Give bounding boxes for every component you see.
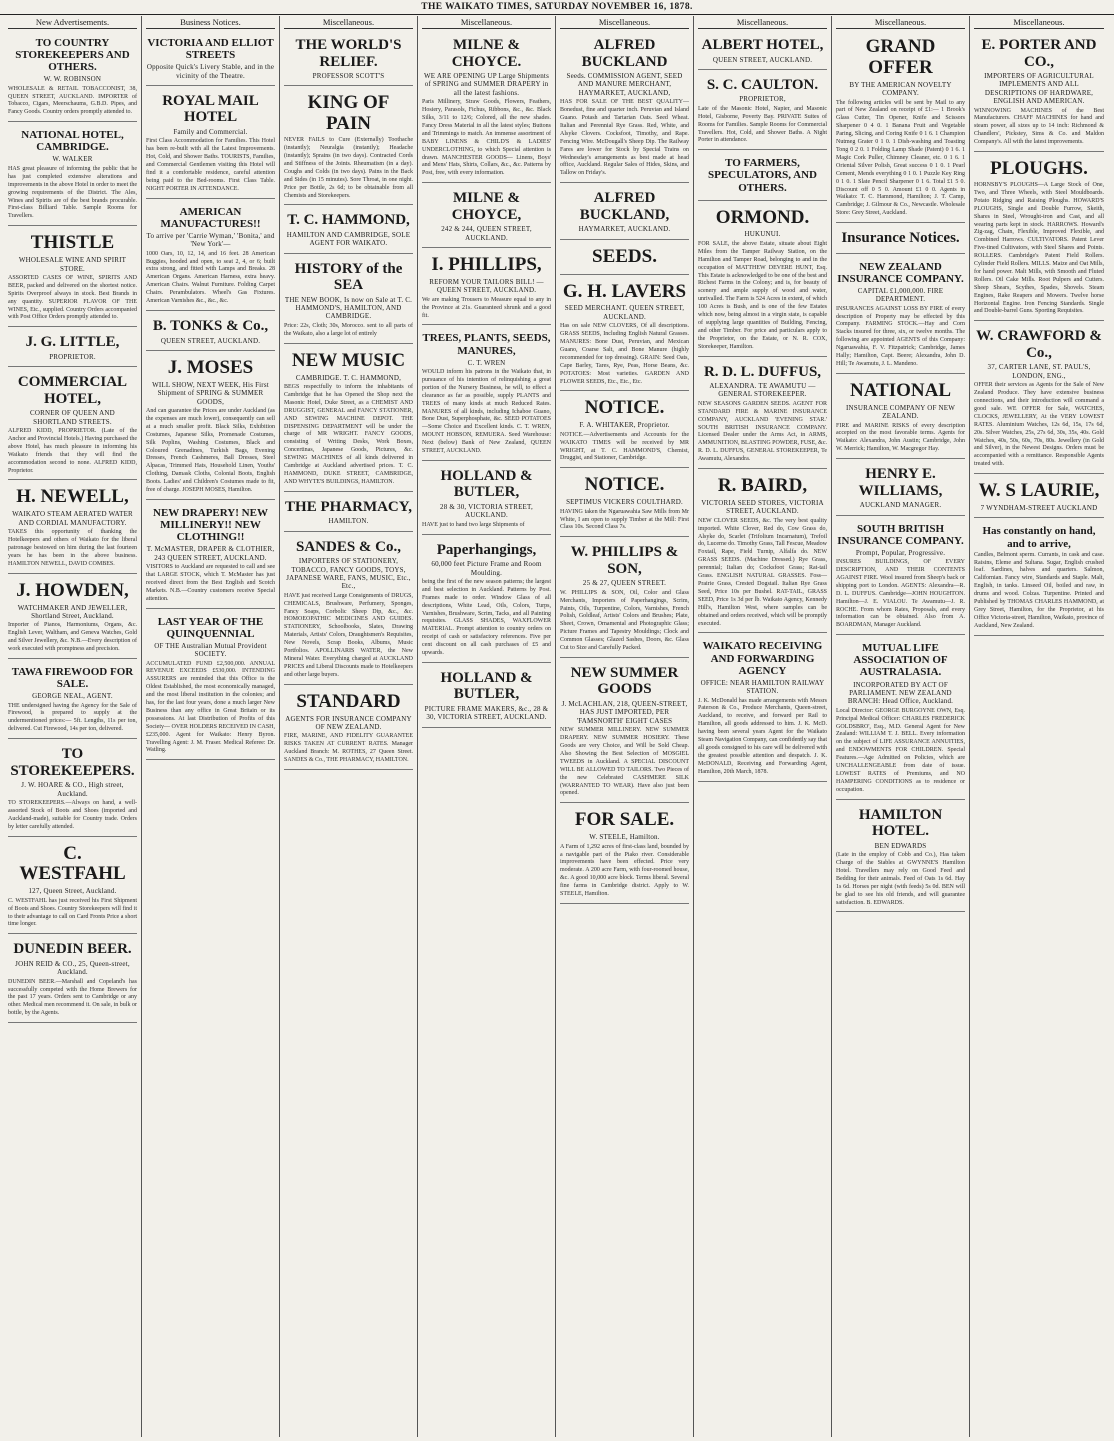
ad-body-text: NOTICE.—Advertisements and Accounts for the WAIKATO TIMES will be received by MR WRIGHT, at T. C. HAMMOND'S, Chemist, Druggist, and Stationer, Cambridge. [560, 431, 689, 462]
ad-title: TO COUNTRY STOREKEEPERS AND OTHERS. [15, 37, 130, 74]
ad-body-text: THE undersigned having the Agency for the Sale of Firewood, is prepared to supply at the undermentioned prices:— 5ft. Lengths, 11s per ton, delivered. Cut Firewood, 14s per ton, delivered. [8, 702, 137, 733]
ad-subtitle: IMPORTERS OF AGRICULTURAL IMPLEMENTS AND ALL DESCRIPTIONS OF HARDWARE, ENGLISH AND AMERICAN. [984, 72, 1094, 106]
ad-body-text: NEW CLOVER SEEDS, &c. The very best quality imported. White Clover, Red do, Cow Grass do, Alsyke do, Scarlet (Trifolium Incarnatum), Trefoil do, Lucerne do. Timothy Grass, Tall Fescue, Meadow Foxtail, Rape, Field Turnip, Alfalfa do. NEW GRASS SEEDS. (Machine Dressed.) Rye Grass, perennial; Italian do; Cocksfoot Grass; Rat-tail Grass. ENGLISH NATURAL GRASSES. Foss—Prairie Grass, Crested Dogstail. Italian Rye Grass Seed, Price 10s per Bushel. RAT-TAIL, GRASS SEED, Price 1s 3d per lb. Waikato Agency, Kennedy Hill's, Hamilton West, where samples can be obtained and orders received, which will be promptly executed. [698, 517, 827, 627]
advertisement [836, 225, 965, 254]
column-3 [280, 16, 418, 1437]
ad-subtitle: WE ARE OPENING UP Large Shipments of SPRING and SUMMER DRAPERY in all the latest fashions. [423, 72, 549, 97]
ad-subtitle: WATCHMAKER AND JEWELLER, Shortland Street, Auckland. [17, 603, 128, 620]
ad-body-text: (Late in the employ of Cobb and Co.), Has taken Charge of the Stables at GWYNNE'S Hamilton Hotel. Travellers may rely on Good Feed and Bedding for their animals. Feed of Oats 1s 6d. Hay 1s 6d. Horses per night (with feeds) 5s 0d. BEN will be glad to see his old friends, and will guarantee satisfaction. B. EDWARDS. [836, 852, 965, 906]
ad-subtitle: GEORGE NEAL, AGENT. [32, 692, 113, 701]
ad-subtitle: ALEXANDRA. TE AWAMUTU — GENERAL STOREKEEPER. [709, 382, 816, 399]
ad-title: ALFRED BUCKLAND [581, 37, 668, 70]
ad-title: HOLLAND & BUTLER, [440, 467, 533, 501]
ad-title: H. NEWELL, [16, 486, 129, 508]
ad-body-text: OFFER their services as Agents for the Sale of New Zealand Produce. They have extensive business connections, and their introduction will command a good sale. WE OFFER for Sale, WATCHES, CLOCKS, JEWELLERY, At the VERY LOWEST RATES. Aluminium Watches, 12s 6d, 15s, 17s 6d, 20s. Silver Watches, 25s, 27s 6d, 30s, 35s, 40s. Gold Watches, 40s, 50s, 60s, 70s, 80s. Jewellery (in Gold and Silver), in the Newest Designs. Orders must be accompanied with a remittance. Responsible Agents treated with. [974, 382, 1104, 468]
ad-title: HAMILTON HOTEL. [858, 806, 943, 840]
advertisement [146, 88, 275, 199]
ad-title: I. PHILLIPS, [431, 254, 542, 276]
ad-subtitle: REFORM YOUR TAILORS BILL! — QUEEN STREET, AUCKLAND. [429, 277, 544, 295]
advertisement [8, 839, 137, 935]
ad-title: ALFRED BUCKLAND, [579, 190, 670, 223]
advertisement [422, 665, 551, 728]
ad-subtitle: 60,000 feet Picture Frame and Room Moulding. [431, 560, 542, 577]
ad-title: STANDARD [296, 690, 401, 712]
ad-body-text: WINNOWING MACHINES of the Best Manufacturers. CHAFF MACHINES for hand and steam power, all sizes up to 14 inch: Richmond & Chandlers', Pickstey, Sims & Co. and Maldon Company's. All with the latest improvements. [974, 107, 1104, 146]
ad-title: G. H. LAVERS [562, 280, 687, 302]
ad-title: T. C. HAMMOND, [287, 212, 410, 229]
ad-body-text: INSURANCES AGAINST LOSS BY FIRE of every description of Property may be effected by this Company. FARMING STOCK.—Hay and Corn Stacks insured for three, six, or twelve months. The following are appointed AGENTS of this Company: Ngaruawahia, F. V. Fitzpatrick; Cambridge, James Hally; Hamilton, Capt. Beere; Alexandra, John D. Hill; Te Awamutu, J. L. Mandeno. [836, 305, 965, 367]
advertisement [422, 250, 551, 325]
columns-container [4, 16, 1110, 1437]
advertisement [8, 369, 137, 480]
ad-body-text: NEW SUMMER MILLINERY. NEW SUMMER DRAPERY. NEW SUMMER HOSIERY. These Goods are very Choice, and Will be Sold Cheap. Also Showing the Best Selection of MOSGIEL TWEEDS in Auckland. A SPECIAL DISCOUNT WILL BE ALLOWED TO TAILORS. Two Pieces of the new Celebrated CASHMERE SILK (WARRANTED TO WEAR). Have also just been opened. [560, 727, 689, 797]
advertisement [146, 32, 275, 86]
ad-body-text: TO STOREKEEPERS.—Always on hand, a well-assorted Stock of Boots and Shoes (imported and Auckland-made), suitable for Country trade. Orders by letter carefully attended. [8, 799, 137, 830]
advertisement [974, 32, 1104, 152]
ad-title: TREES, PLANTS, SEEDS, MANURES, [422, 332, 551, 357]
ad-body-text: ASSORTED CASES OF WINE, SPIRITS AND BEER, packed and delivered on the shortest notice. Spirits Overproof always in stock. Best Brands in any quantity. SUPERIOR FLAVOR OF THE WINES, Etc., supplied. Country Orders accompanied with Post Office Orders promptly attended to. [8, 274, 137, 321]
advertisement [560, 539, 689, 658]
advertisement [146, 611, 275, 761]
ad-subtitle: Prompt, Popular, Progressive. [855, 548, 946, 557]
advertisement [698, 635, 827, 781]
ad-title: MILNE & CHOYCE. [451, 37, 522, 70]
ad-body-text: TAKES this opportunity of thanking the Hotelkeepers and others of Waikato for the liberal patronage bestowed on him during the last fourteen years he has been in the above business. HAMILTON NEWELL, DAVID COMBES. [8, 529, 137, 567]
advertisement [560, 805, 689, 904]
column-header: Miscellaneous. [836, 16, 965, 29]
ad-subtitle: 242 & 244, QUEEN STREET, AUCKLAND. [441, 225, 532, 242]
ad-subtitle: AUCKLAND MANAGER. [859, 501, 942, 510]
advertisement [284, 32, 413, 86]
advertisement [560, 242, 689, 275]
ad-subtitle: Seeds. COMMISSION AGENT, SEED AND MANURE MERCHANT, HAYMARKET, AUCKLAND, [566, 72, 683, 97]
advertisement [836, 802, 965, 913]
ad-title: HISTORY of the SEA [294, 260, 403, 294]
ad-subtitle: CAMBRIDGE. T. C. HAMMOND, [295, 373, 402, 382]
ad-body-text: Paris Millinery, Straw Goods, Flowers, Feathers, Hosiery, Parasols, Fichus, Ribbons, &c., &c. Black Silks, 3/11 to 12/6; Colored, all the new shades. Fancy Dress Material in all the latest styles; Buttons and Trimmings to match. An immense assortment of BABY LINENS & CHILD'S & LADIES' UNDERCLOTHING, to which Special attention is drawn. MANCHESTER GOODS— Linens, Boys' and Mens' Hats, Shirts, Collars, &c., &c. Patterns by Post, free, with every information. [422, 99, 551, 177]
ad-subtitle: W. WALKER [52, 155, 93, 164]
advertisement [8, 741, 137, 836]
ad-body-text: Local Director: GEORGE BURGOYNE OWN, Esq. Principal Medical Officer: CHARLES FREDERICK GOLDSBRO', Esq., M.D. General Agent for New Zealand: WILLIAM T. J. BELL. Every information on the subject of LIFE ASSURANCE ANNUITIES, and ENDOWMENTS FOR CHILDREN. Special Features.—Age Admitted on Policies, which are UNCHALLENGEABLE from date of issue. LOWEST RATES of Premiums, and NO HAMPERING CONDITIONS as to residence or occupation. [836, 707, 965, 793]
ad-body-text: HAVE just received Large Consignments of DRUGS, CHEMICALS, Brushware, Perfumery, Sponges, Fancy Soaps, Corbolic Sheep Dip, &c., &c. HOMOEOPATHIC MEDICINES AND GUIDES. STATIONERY, Schoolbooks, Slates, Drawing Materials, Artists' Colors, Draughtsmen's Requisites, New Novels, Scrap Books, Albums, Music Portfolios. APOLLINARIS WATER, the New Mineral Water. Everything charged at AUCKLAND PRICES and Liberal Discounts made to Hotelkeepers and other large buyers. [284, 592, 413, 678]
column-header: Miscellaneous. [284, 16, 413, 29]
column-6 [694, 16, 832, 1437]
ad-subtitle: THE NEW BOOK, Is now on Sale at T. C. HAMMOND'S, HAMILTON, AND CAMBRIDGE. [284, 295, 413, 321]
ad-title: NATIONAL [850, 379, 951, 401]
column-7 [832, 16, 970, 1437]
advertisement [422, 185, 551, 248]
ad-title: W. S LAURIE, [978, 480, 1100, 502]
advertisement [560, 470, 689, 537]
column-header: Miscellaneous. [560, 16, 689, 29]
ad-subtitle: 127, Queen Street, Auckland. [28, 887, 117, 896]
ad-title: TO FARMERS, SPECULATORS, AND OTHERS. [707, 157, 817, 194]
ad-subtitle: WILL SHOW, NEXT WEEK, His First Shipment of SPRING & SUMMER GOODS, [152, 380, 269, 406]
advertisement [8, 228, 137, 327]
ad-body-text: VISITORS to Auckland are requested to call and see that LARGE STOCK, which T. McMaster has just received direct from the Best English and Scotch Markets. N.B.—Country customers receive Special attention. [146, 564, 275, 602]
advertisement [146, 201, 275, 311]
ad-title: J. G. LITTLE, [25, 334, 120, 351]
ad-body-text: ACCUMULATED FUND £2,500,000. ANNUAL REVENUE EXCEEDS £530,000. INTENDING ASSURERS are reminded that this Office is the Oldest Established, the most economically managed, and the most liberal institution in the colonies; and has, for the last four years, done a much larger New Business than any office in Great Britain or its possessions. At last Distribution of Profits of this Society— OVER HOLDERS RECEIVED IN CASH, £235,000. Agent for Waikato: Henry Byron. Travelling Agent: J. M. Fraser. Medical Referee: Dr. Watling. [146, 660, 275, 754]
advertisement [146, 502, 275, 609]
ad-body-text: HORNSBY'S PLOUGHS—A Large Stock of One, Two, and Three Wheels, with Steel Mouldboards. Potato Ridging and Raising Ploughs. HOWARD'S PLOUGHS, Single and Double Furrow, Skeith, Shares in Steel, Wrought-iron and Cast, and all wearing parts kept in stock. HARROWS. Howard's Zig-zag, Chain, Flexible, Improved Flexible, and Combined Harrows. CULTIVATORS. Patent Lever Five-tined Cultivators, with Steel Shares and Points. ROLLERS. Cambridge's Patent Field Rollers. Cylinder Field Rollers. MILLS. Maize and Oat Mills, for hand power. Malt Mills, with Smooth and Fluted Rollers. Oil Cake Mills. Root Pulpers and Cutters. Sheep Shears, Scythes, Spades, Shovels. Steam Engines, Rake Reapers and Mowers. Twelve horse Horizontal Engine. Iron Fencing Standards. Single and Double-barrel Guns. Sporting Requisites. [974, 181, 1104, 315]
ad-subtitle: J. McLACHLAN, 218, QUEEN-STREET, HAS JUST IMPORTED, PER 'FAMSNORTH' EIGHT CASES [561, 699, 688, 725]
ad-title: TO STOREKEEPERS. [10, 746, 135, 779]
ad-body-text: A Farm of 1,292 acres of first-class land, bounded by a navigable part of the Piako river. Considerable improvements have been effected. Price very moderate. A 200 acre Farm, with four-roomed house, &c. A good 10,000 acre block. Terms liberal. Several fine farms in Cambridge district. Apply to W. STEELE, Hamilton. [560, 843, 689, 898]
ad-subtitle: INSURANCE COMPANY OF NEW ZEALAND. [845, 403, 956, 421]
advertisement [974, 323, 1104, 474]
ad-body-text: INSURES BUILDINGS, OF EVERY DESCRIPTION, AND THEIR CONTENTS AGAINST FIRE. Wool insured from Sheep's back or shipping port to London. AGENTS: Alexandra—R. D. L. DUFFUS. Cambridge—JOHN HOUGHTON. Hamilton—J. E. VIALOU. Te Awamutu—J. R. ROCHE. From whom Rates, Proposals, and every information can be obtained. Also from A. BOARDMAN, Manager Auckland. [836, 559, 965, 629]
advertisement [8, 936, 137, 1023]
ad-title: NEW DRAPERY! NEW MILLINERY!! NEW CLOTHING!! [153, 506, 268, 544]
ad-body-text: Has on sale NEW CLOVERS, Of all descriptions. GRASS SEEDS, Including English Natural Grasses. MANURES: Bone Dust, Peruvian, and Mexican Guano, Coarse Salt, and Bone Manure (highly recommended for top dressing). GRAIN: Seed Oats, Cape Barley, Tares, Rye, Peas, Horse Beans, &c. POTATOES: Most varieties. GARDEN AND FLOWER SEEDS, Etc., Etc., Etc. [560, 323, 689, 385]
ad-subtitle: To arrive per 'Carrie Wyman,' 'Bonita,' and 'New York'— [146, 231, 275, 249]
advertisement [422, 327, 551, 461]
ad-subtitle: F. A. WHITAKER, Proprietor. [579, 421, 670, 430]
ad-title: E. PORTER AND CO., [981, 37, 1097, 70]
advertisement [560, 660, 689, 803]
advertisement [146, 313, 275, 351]
ad-title: NOTICE. [584, 397, 665, 419]
ad-subtitle: PICTURE FRAME MAKERS, &c., 28 & 30, VICTORIA STREET, AUCKLAND. [424, 704, 549, 722]
column-8 [970, 16, 1108, 1437]
advertisement [8, 482, 137, 573]
advertisement [284, 494, 413, 532]
ad-subtitle: QUEEN STREET, AUCKLAND. [712, 55, 813, 64]
ad-body-text: And can guarantee the Prices are under Auckland (as the expenses are much lower), consequently can sell at a much smaller profit. Black Silks, Exhibition Costumes, Japanese Silks, Promenade Costumes, Silk Poplins, Washing Costumes, Black and Coloured Grenadines, Turkish Bags, Evening Dresses, French Cashmeres, Ball Dresses, Steel Alpacas, Trimmed Hats, Household Linen, Youths' Clothing, Damask Cloths, Colonial Boots, English Boots. Ladies' and Children's Costumes made to fit, free of charge. JOSEPH MOSES, Hamilton. [146, 407, 275, 494]
ad-title: FOR SALE. [574, 809, 675, 831]
ad-body-text: The following articles will be sent by Mail to any part of New Zealand on receipt of £1:— 1 Brook's Glass Cutter, Tin Opener, Knife and Scissors Sharpener 0 4 0. 1 Banana Fruit and Vegetable Paring, Slicing, and Coring Knife 0 1 6. 1 Champion Nutmeg Grater 0 1 0. 1 Dish-washing and Toasting Tong 0 2 0. 1 Folding Lamp Shade (Patent) 0 1 6. 1 Magic Cork Puller, Chimney Cleaner, etc. 0 1 6. 1 Oriental Silver Polish, Great success 0 1 0. 1 Pearl Cement, Mends everything 0 1 0. 1 Puzzle Key Ring 0 1 0. 1 Slate Pencil Sharpener 0 1 6. Total £1 5 0. Discount off 0 5 0. Amount £1 0 0. Agents in Waikato: T. C. Hammond, Hamilton; J. T. Camp, Cambridge; J. Gilmour & Co., Newcastle. Wholesale Store: Grey Street, Auckland. [836, 99, 965, 217]
ad-title: THE WORLD'S RELIEF. [295, 37, 402, 70]
advertisement [284, 687, 413, 770]
ad-subtitle: 37, CARTER LANE, ST. PAUL'S, LONDON, ENG., [987, 363, 1091, 380]
advertisement [698, 32, 827, 70]
column-1 [4, 16, 142, 1437]
ad-body-text: being the first of the new season patterns; the largest and best selection in Auckland. Patterns by Post. Frames made to order. Window Glass of all descriptions, White Lead, Oils, Colors, Turps, Varnishes, Brushware, Scrim, Tacks, and all Painting requisites. GLASS SHADES, WAXFLOWER MATERIAL. Prompt attention to country orders on receipt of cash or satisfactory references. Five per cent discount on all cash purchases of £5 and upwards. [422, 578, 551, 657]
ad-subtitle: JOHN REID & CO., 25, Queen-street, Auckland. [15, 959, 130, 977]
ad-subtitle: WAIKATO STEAM AERATED WATER AND CORDIAL MANUFACTORY. [12, 510, 133, 527]
advertisement [836, 461, 965, 515]
column-header: Miscellaneous. [698, 16, 827, 29]
advertisement [8, 32, 137, 122]
ad-subtitle: INCORPORATED BY ACT OF PARLIAMENT. NEW ZEALAND BRANCH: Head Office, Auckland. [847, 680, 954, 706]
ad-title: COMMERCIAL HOTEL, [17, 374, 128, 407]
ad-subtitle: Opposite Quick's Livery Stable, and in the vicinity of the Theatre. [146, 63, 275, 80]
ad-body-text: FIRE and MARINE RISKS of every description accepted on the most favorable terms. Agents for Waikato: Alexandra, John Austin; Cambridge, John W. Merrick; Hamilton, W. Macgregor Hay. [836, 422, 965, 453]
advertisement [698, 72, 827, 150]
advertisement [560, 32, 689, 183]
advertisement [836, 256, 965, 374]
advertisement [146, 353, 275, 500]
ad-title: HENRY E. WILLIAMS, [858, 466, 943, 499]
column-2 [142, 16, 280, 1437]
advertisement [8, 124, 137, 226]
ad-title: DUNEDIN BEER. [13, 941, 132, 958]
ad-title: KING OF PAIN [307, 92, 390, 135]
ad-title: WAIKATO RECEIVING AND FORWARDING AGENCY [702, 640, 823, 677]
ad-title: HOLLAND & BUTLER, [440, 669, 533, 703]
advertisement [836, 376, 965, 459]
advertisement [836, 518, 965, 636]
ad-subtitle: HAMILTON. [328, 517, 369, 526]
advertisement [836, 32, 965, 223]
ad-subtitle: WHOLESALE WINE AND SPIRIT STORE. [18, 256, 127, 273]
ad-title: MUTUAL LIFE ASSOCIATION OF AUSTRALASIA. [853, 642, 948, 679]
advertisement [284, 346, 413, 492]
column-header: Miscellaneous. [422, 16, 551, 29]
masthead: THE WAIKATO TIMES, SATURDAY NOVEMBER 16, 1878. [0, 0, 1114, 15]
ad-title: B. TONKS & Co., [152, 318, 269, 335]
ad-subtitle: SEED MERCHANT. QUEEN STREET, AUCKLAND. [564, 304, 685, 321]
column-header: New Advertisements. [8, 16, 137, 29]
advertisement [284, 534, 413, 685]
ad-title: S. C. CAULTON. [706, 76, 819, 93]
ad-title: C. WESTFAHL [19, 842, 126, 885]
ad-body-text: WHOLESALE & RETAIL TOBACCONIST, 38, QUEEN STREET, AUCKLAND. IMPORTER of Tobacco, Cigars, Meerschaums, G.B.D. Pipes, and Fancy Goods. Country orders promptly attended to. [8, 85, 137, 116]
ad-subtitle: CAPITAL £1,000,000. FIRE DEPARTMENT. [857, 286, 944, 304]
advertisement [560, 277, 689, 392]
ad-body-text: W. PHILLIPS & SON, Oil, Color and Glass Merchants, Importers of Paperhangings, Scrim, Paints, Oils, Turpentine, Colors, Varnishes, French Polish, Goldleaf, Artists' Colors and Brushes; Plate, Sheet, Crown, Ornamental and Photographic Glass; Picture Frames and Tapestry Mouldings; Clock and Common Glasses; Glazed Sashes, Doors, &c. Glass Cut to Size and Carefully Packed. [560, 589, 689, 652]
ad-body-text: BEGS respectfully to inform the inhabitants of Cambridge that he has Opened the Shop next the Masonic Hotel, Duke Street, as a CHEMIST AND DRUGGIST, GENERAL and FANCY STATIONER, AND SEWING MACHINE DEPOT. THE DISPENSING DEPARTMENT will be under the charge of MR WRIGHT. FANCY GOODS, consisting of Writing Desks, Work Boxes, Concertinas, Japanese Goods, Pictures, &c. SEWING MACHINES of all kinds delivered in Cambridge at Auckland advertised prices. T. C. HAMMOND, DUKE STREET, CAMBRIDGE, AND WHYTE'S BUILDINGS, HAMILTON. [284, 383, 413, 485]
ad-title: W. PHILLIPS & SON, [570, 544, 679, 577]
ad-subtitle: 28 & 30, VICTORIA STREET, AUCKLAND. [440, 502, 533, 520]
ad-title: VICTORIA AND ELLIOT STREETS [147, 37, 274, 62]
ad-subtitle: J. W. HOARE & CO., High street, Auckland. [21, 781, 124, 798]
ad-title: MILNE & CHOYCE, [451, 190, 522, 223]
ad-title: NEW MUSIC [291, 349, 406, 371]
ad-subtitle: CORNER OF QUEEN AND SHORTLAND STREETS. [30, 409, 115, 426]
ad-subtitle: VICTORIA SEED STORES, VICTORIA STREET, AUCKLAND. [701, 498, 824, 516]
advertisement [836, 637, 965, 799]
ad-body-text: Importer of Pianos, Harmoniums, Organs, &c. English Lever, Waltham, and Geneva Watches, Gold and Silver Jewellery, &c. N.B.—Every description of work executed with promptness and precision. [8, 622, 137, 653]
ad-body-text: FOR SALE, the above Estate, situate about Eight Miles from the Tamper Railway Station, on the Hamilton and Tamper Road, belonging to and in the occupation of MATTHEW DEVERE HUNT, Esq. This Estate is acknowledged to be one of the best and Richest Farms in the Colony; and is, for beauty of scenery and ample supply of wood and water, unrivalled. The Farm is 524 Acres in extent, of which 100 Acres is Bush, and is one of the few Estates which now, being almost in a virgin state, is capable of supplying large quantities of Building, Fencing, and other Timber. For price and particulars apply to the Proprietor, on the Estate, or N. R. COX, Storekeeper, Hamilton. [698, 240, 827, 350]
ad-title: THE PHARMACY, [285, 498, 412, 515]
ad-title: W. CRAWFORD & Co., [976, 328, 1102, 361]
column-4 [418, 16, 556, 1437]
ad-title: NATIONAL HOTEL, CAMBRIDGE. [21, 129, 124, 154]
ad-body-text: DUNEDIN BEER.—Marshall and Copeland's has successfully competed with the Home Brewers for the past 17 years. Orders sent to Cambridge or any other. Medical men recommend it. On sale, in bulk or bottle, by the Agents. [8, 978, 137, 1017]
ad-title: Insurance Notices. [841, 230, 960, 247]
ad-body-text: 1000 Oars, 10, 12, 14, and 16 feet. 28 American Buggies, hooded and open, to seat 2, 4, or 6; built extra strong, and fitted with Lamps and Breaks. 28 American Organs. American Harness, extra heavy. American Chairs. Walnut Furniture. Folding Carpet Chairs. Perambulators. Wheel's Gas Fixtures. American Varnishes &c., &c., &c. [146, 250, 275, 305]
column-header: Miscellaneous. [974, 16, 1104, 29]
ad-body-text: HAS great pleasure of informing the public that he has just completed extensive alterations and improvements in the above Hotel in order to meet the growing requirements of the District. The Ales, Wines and Spirits are of the best brands procurable. First-class Billiard Table. Sample Rooms for Travellers. [8, 165, 137, 220]
advertisement [422, 537, 551, 663]
advertisement [698, 359, 827, 470]
ad-body-text: HAVE just to hand two large Shipments of [422, 521, 525, 528]
ad-body-text: First Class Accommodation for Families. This Hotel has been re-built with all the Latest Improvements. Hot, Cold, and Shower Baths. TOURISTS, Families, and Commercial Gentlemen visiting this Hotel will find it a comfortable residence, careful attention being paid to the Bed-rooms. First Class Table. NIGHT PORTER IN ATTENDANCE. [146, 138, 275, 192]
ad-subtitle: OF THE Australian Mutual Provident SOCIETY. [154, 641, 267, 659]
advertisement [284, 88, 413, 205]
ad-subtitle: 25 & 27, QUEEN STREET. [582, 579, 667, 588]
advertisement [8, 661, 137, 739]
advertisement [284, 256, 413, 344]
advertisement [8, 576, 137, 659]
ad-body-text: Price: 22s, Cloth; 30s, Morocco. sent to all parts of the Waikato, also a large lot of entirely [284, 322, 413, 337]
ad-body-text: NEVER FAILS to Cure (Externally) Toothache (instantly); Neuralgia (instantly); Headache (instantly); Sprains (in two days). Contracted Cords and Stiffness of the Joints. Rheumatism (in a day). Coughs and Colds (in two days). Pains in the Back and Sides (in 15 minutes). Sore Throat, in one night. Price per Bottle, 2s 6d; to be obtainable from all Chemists and Storekeepers. [284, 137, 413, 199]
ad-subtitle: HAYMARKET, AUCKLAND. [578, 225, 671, 234]
ad-subtitle: T. McMASTER, DRAPER & CLOTHIER, 243 QUEEN STREET, AUCKLAND. [146, 545, 275, 562]
ad-subtitle: BEN EDWARDS [874, 841, 927, 850]
ad-title: LAST YEAR OF THE QUINQUENNIAL [157, 615, 264, 640]
advertisement [974, 520, 1104, 635]
ad-body-text: C. WESTFAHL has just received his First Shipment of Boots and Shoes. Country Storekeepers will find it to their advantage to call on Card Fronts Price a short time longer. [8, 897, 137, 928]
ad-body-text: We are making Trousers to Measure equal to any in the Province at 21s. Guaranteed shrunk and a good fit. [422, 296, 551, 319]
ad-title: R. BAIRD, [717, 475, 808, 497]
ad-body-text: Late of the Masonic Hotel, Napier, and Masonic Hotel, Gisborne, Poverty Bay. PRIVATE Suites of Rooms for Families. Sample Rooms for Commercial Travellers. Hot, Cold, and Shower Baths. A Night Porter in attendance. [698, 105, 827, 144]
ad-body-text: ALFRED KIDD, PROPRIETOR. (Late of the Anchor and Provincial Hotels.) Having purchased the above Hotel, has much pleasure in informing his Waikato friends that they will find the accommodation second to none. ALFRED KIDD, Proprietor. [8, 428, 137, 474]
ad-subtitle: IMPORTERS OF STATIONERY, TOBACCO, FANCY GOODS, TOYS, JAPANESE WARE, FANS, MUSIC, Etc., Etc., [286, 557, 411, 591]
advertisement [560, 185, 689, 239]
ad-title: J. MOSES [167, 356, 254, 378]
advertisement [698, 203, 827, 357]
ad-subtitle: PROPRIETOR. [49, 352, 96, 361]
ad-body-text: J. K. McDonald has made arrangements with Messrs Paterson & Co., Produce Merchants, Queen-street, Auckland, to receive, and forward per Rail to Hamilton, all goods addressed to him. J. K. McD. having been several years Agent for the Waikato Steam Navigation Company, can confidently say that all goods consigned to his care will be delivered with the greatest possible attention and despatch. J. K. McDONALD, Receiving and Forwarding Agent, Hamilton, 20th March, 1878. [698, 697, 827, 775]
column-5 [556, 16, 694, 1437]
ad-body-text: WOULD inform his patrons in the Waikato that, in pursuance of his intention of relinquishing a great portion of the Nursery Business, he will, to effect a clearance as far as possible, supply PLANTS and TREES of many kinds at much Reduced Rates. MANURES of all kinds, including Ichaboe Guano, Bone Dust, Superphosphate, &c. SEED POTATOES—Some Choice and Excellent kinds. C. T. WREN, MOUNT HOBSON, REMUERA. Seed Warehouse: Next (below) Bank of New Zealand, QUEEN STREET, AUCKLAND. [422, 368, 551, 455]
advertisement [974, 476, 1104, 518]
column-header: Business Notices. [146, 16, 275, 29]
ad-subtitle: W. STEELE, Hamilton. [589, 833, 660, 842]
ad-subtitle: 7 WYNDHAM-STREET AUCKLAND [980, 504, 1098, 513]
ad-title: R. D. L. DUFFUS, [703, 363, 822, 380]
ad-title: THISTLE [30, 232, 115, 254]
advertisement [560, 393, 689, 468]
ad-title: SOUTH BRITISH INSURANCE COMPANY. [837, 522, 964, 547]
ad-subtitle: Family and Commercial. [173, 127, 248, 136]
ad-subtitle: OFFICE: NEAR HAMILTON RAILWAY STATION. [700, 678, 825, 696]
advertisement [698, 152, 827, 200]
ad-title: ALBERT HOTEL, [701, 37, 824, 53]
advertisement [974, 154, 1104, 321]
ad-subtitle: HUKUNUI. [744, 230, 781, 239]
ad-title: Has constantly on hand, and to arrive, [982, 525, 1096, 550]
ad-subtitle: W. W. ROBINSON [43, 75, 102, 84]
ad-title: SANDES & Co., [295, 538, 401, 555]
ad-subtitle: HAMILTON AND CAMBRIDGE, SOLE AGENT FOR WAIKATO. [286, 230, 411, 248]
ad-title: NEW SUMMER GOODS [570, 664, 679, 698]
ad-title: ORMOND. [715, 206, 810, 228]
ad-subtitle: PROPRIETOR, [739, 95, 786, 104]
ad-title: GRAND OFFER [865, 36, 936, 78]
ad-subtitle: QUEEN STREET, AUCKLAND. [160, 336, 261, 345]
ad-title: SEEDS. [592, 245, 657, 267]
ad-body-text: FIRE, MARINE, AND FIDELITY GUARANTEE RISKS TAKEN AT CURRENT RATES. Manager Auckland Branch: M. ROTHES, 27 Queen Street. SANDES & Co., THE PHARMACY, HAMILTON. [284, 733, 413, 764]
ad-title: NOTICE. [584, 474, 665, 496]
ad-subtitle: BY THE AMERICAN NOVELTY COMPANY. [849, 80, 952, 98]
ad-title: Paperhangings, [436, 541, 537, 558]
ad-subtitle: AGENTS FOR INSURANCE COMPANY OF NEW ZEALAND. [285, 714, 412, 731]
ad-subtitle: SEPTIMUS VICKERS COULTHARD. [566, 498, 683, 507]
ad-body-text: Candles, Belmont sperm. Currants, in cask and case. Raisins, Eleme and Sultana. Sugar, English crushed loaf. Sardines, halves and quarters. Salmon, Californian. Fancy wire, Standards and Staple. Malt, English, in tanks. Linseed Oil, boiled and raw, in drums and wood. Colzas. Turpentine. Printed and Published by THOMAS CHARLES HAMMOND, at Grey Street, Hamilton, for the Proprietor, at his Office Victoria-street, Hamilton, Waikato, province of Auckland, New Zealand. [974, 551, 1104, 629]
advertisement [284, 207, 413, 253]
ad-body-text: HAVING taken the Ngaruawahia Saw Mills from Mr White, I am open to supply Timber at the Mill: First Class 10s. Second Class 7s. [560, 508, 689, 531]
ad-title: ROYAL MAIL HOTEL [162, 92, 259, 126]
advertisement [422, 463, 551, 535]
advertisement [698, 471, 827, 633]
ad-body-text: HAS FOR SALE OF THE BEST QUALITY— Bonedust, fine and quarter inch. Peruvian and Island Guano. Potash and Tartarian Oats. Seed Wheat. Italian and Perennial Rye Grass. Red, White, and Alsyke Clovers. Cocksfoot, Timothy, and Rape. Fencing Wire. McDougall's Sheep Dip. The Railway Fares are lower for Stock by Special Trains on Wednesday's arrangements as best made at head office, Auckland. Regular Sales of Hides, Skins, and Tallow on Friday's. [560, 99, 689, 177]
ad-title: J. HOWDEN, [16, 579, 129, 601]
ad-title: TAWA FIREWOOD FOR SALE. [11, 665, 134, 691]
ad-subtitle: C. T. WREN [467, 358, 506, 367]
advertisement [422, 32, 551, 183]
ad-title: NEW ZEALAND INSURANCE COMPANY. [837, 260, 964, 285]
ad-title: PLOUGHS. [990, 158, 1088, 180]
ad-body-text: NEW SEASONS GARDEN SEEDS. AGENT FOR STANDARD FIRE & MARINE INSURANCE COMPANY, AUCKLAND 'EVENING STAR.' SOUTH BRITISH INSURANCE COMPANY. Licensed Dealer under the Arms Act, in ARMS, AMMUNITION, BLASTING POWDER, FUSE, &c. R. D. L. DUFFUS, GENERAL STOREKEEPER, Te Awamutu, Alexandra. [698, 400, 827, 463]
ad-subtitle: PROFESSOR SCOTT'S [312, 72, 385, 80]
ad-title: AMERICAN MANUFACTURES!! [160, 205, 261, 230]
advertisement [8, 329, 137, 367]
